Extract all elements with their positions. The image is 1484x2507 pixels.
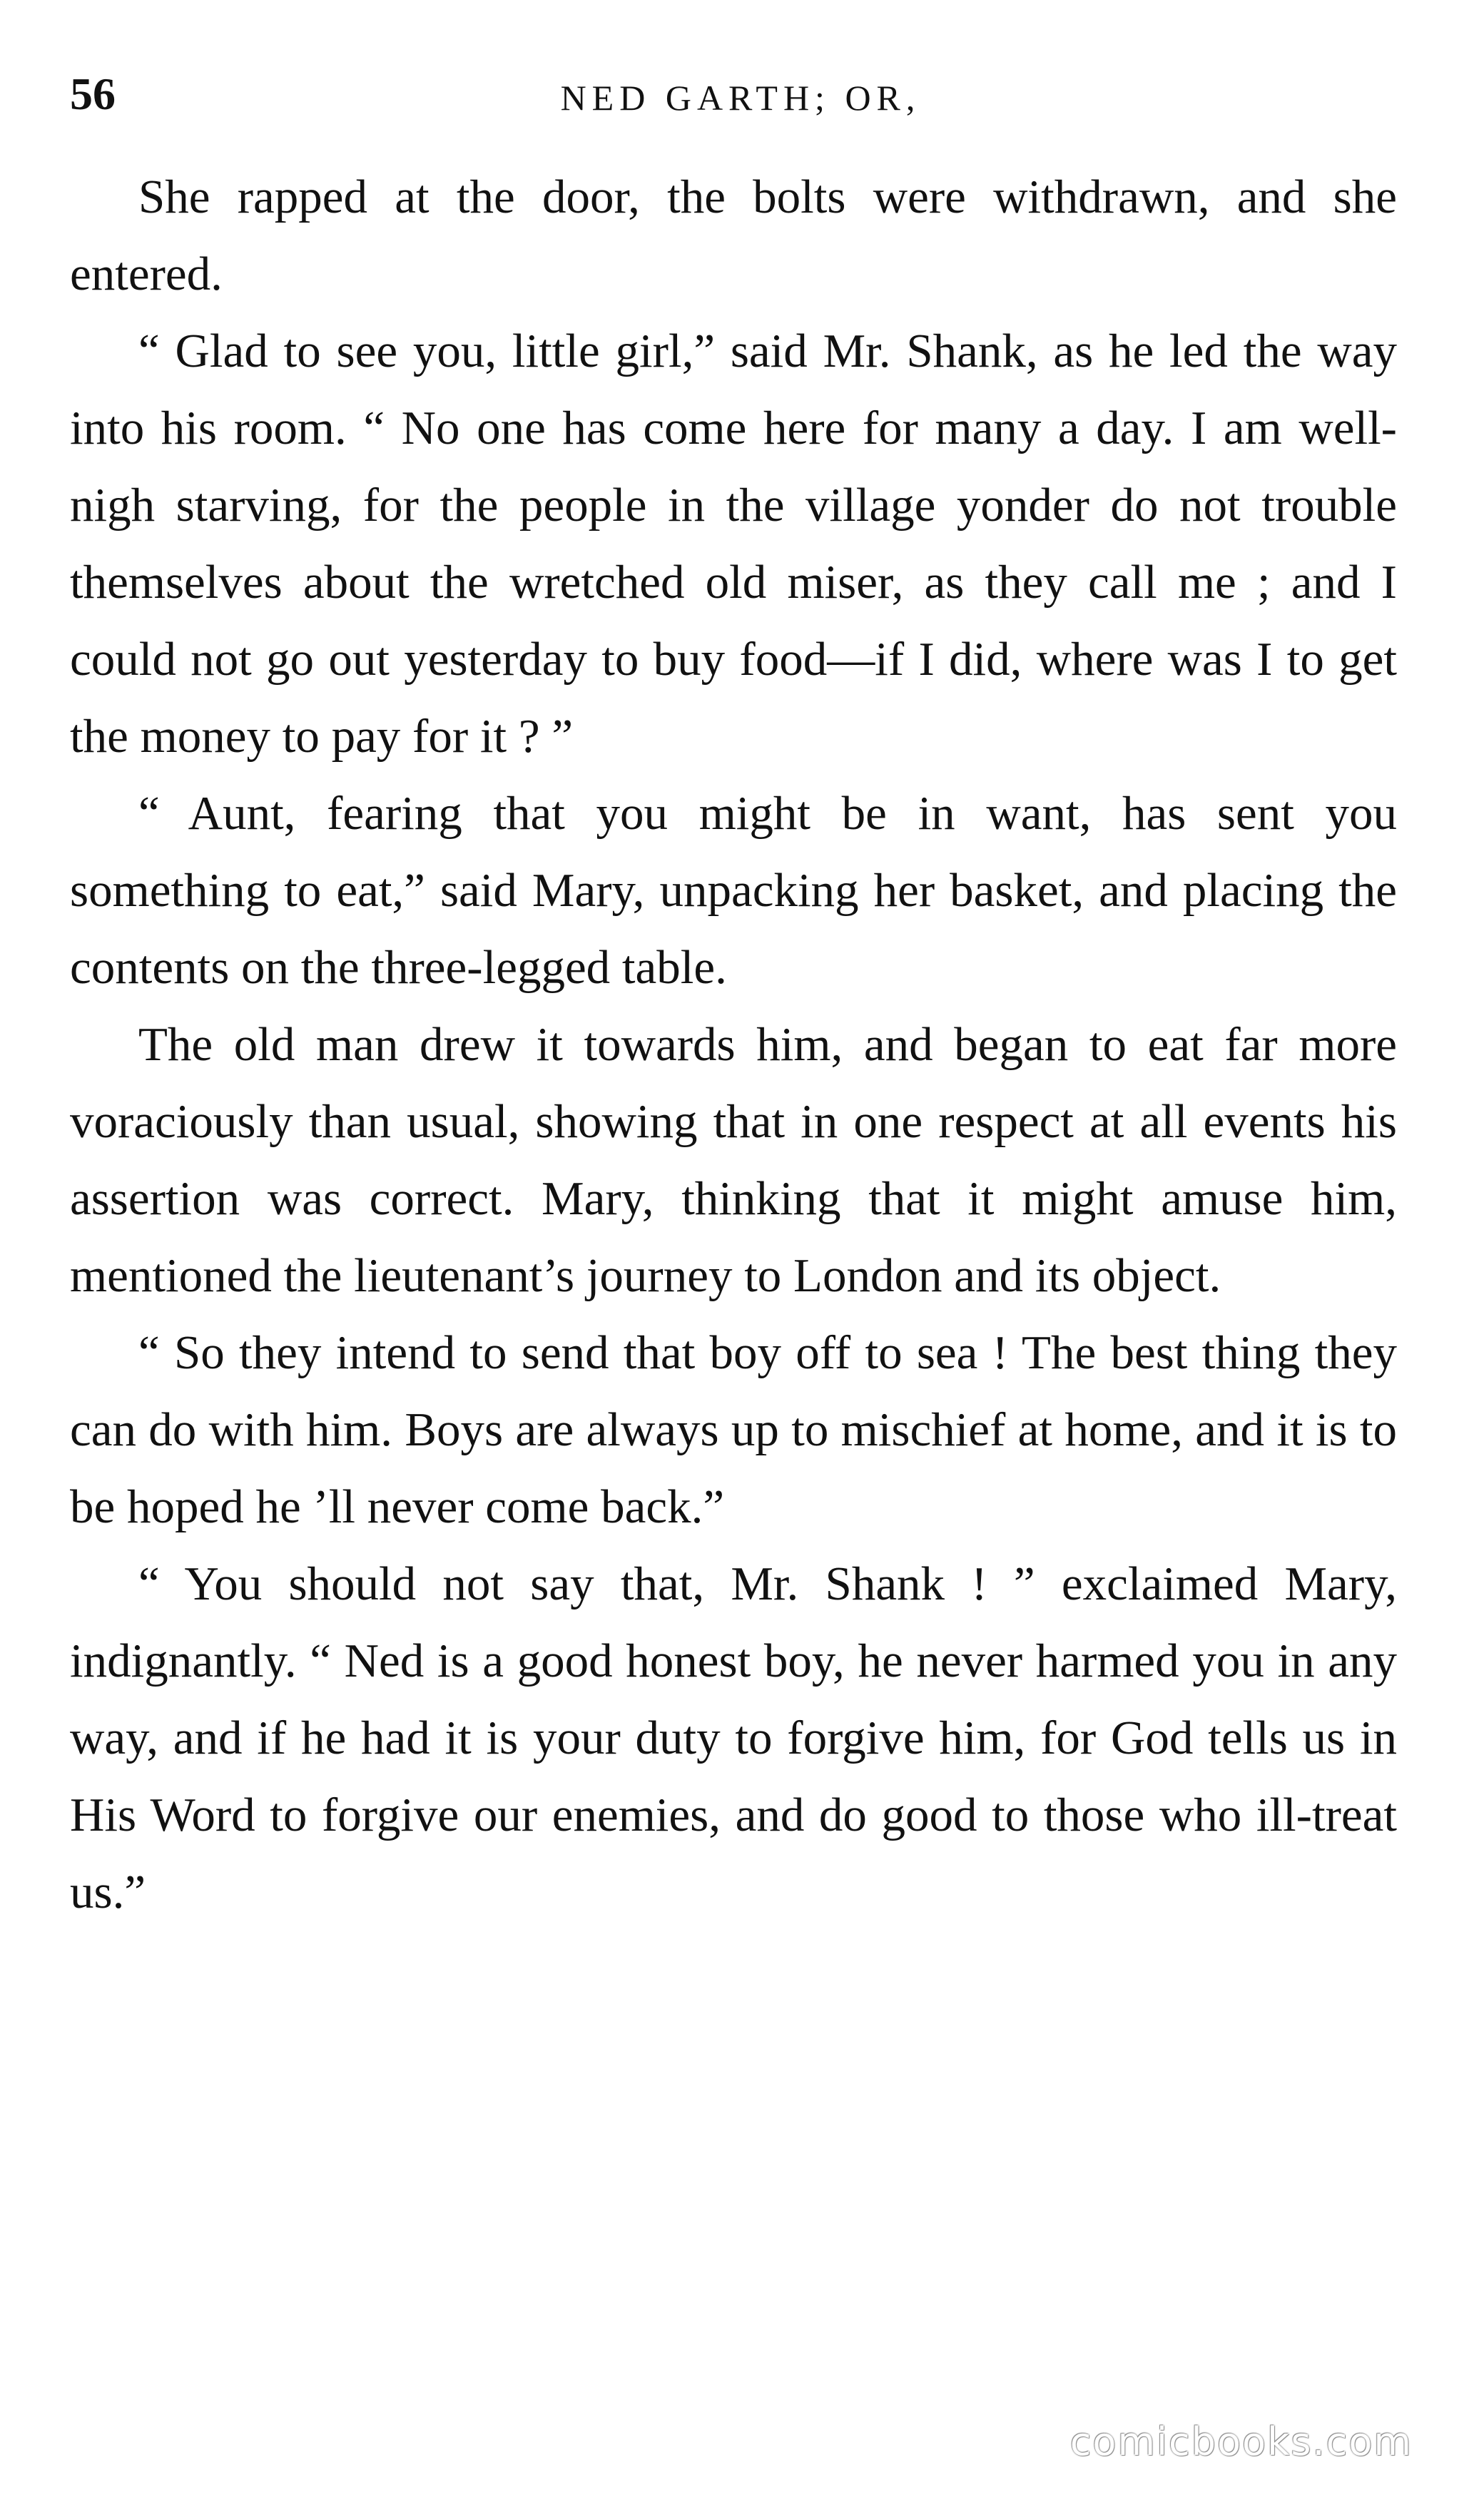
paragraph: “ Aunt, fearing that you might be in want, has sent you something to eat,” said Mary, unpacking her basket, and placing the contents on the three-legged table.	[70, 787, 1397, 994]
page-header	[70, 66, 1411, 144]
paragraph: “ So they intend to send that boy off to sea ! The best thing they can do with him. Boys are always up to mischief at home, and it is to be hoped he ’ll never come back.”	[70, 1326, 1397, 1533]
body-text	[70, 158, 1397, 1931]
paragraph: “ Glad to see you, little girl,” said Mr. Shank, as he led the way into his room. “ No one has come here for many a day. I am well-nigh starving, for the people in the village yonder do not trouble themselves about the wretched old miser, as they call me ; and I could not go out yesterday to buy food—if I did, where was I to get the money to pay for it ? ”	[70, 325, 1397, 763]
running-head: NED GARTH; OR,	[560, 78, 921, 118]
watermark: comicbooks.com	[1069, 2419, 1413, 2464]
paragraph: The old man drew it towards him, and began to eat far more voraciously than usual, showing that in one respect at all events his assertion was correct. Mary, thinking that it might amuse him, mentioned the lieutenant’s journey to London and its object.	[70, 1018, 1397, 1302]
page-number: 56	[70, 68, 116, 119]
paragraph: “ You should not say that, Mr. Shank ! ” exclaimed Mary, indignantly. “ Ned is a good honest boy, he never harmed you in any way, and if he had it is your duty to forgive him, for God tells us in His Word to forgive our enemies, and do good to those who ill-treat us.”	[70, 1557, 1397, 1918]
paragraph: She rapped at the door, the bolts were withdrawn, and she entered.	[70, 171, 1397, 300]
